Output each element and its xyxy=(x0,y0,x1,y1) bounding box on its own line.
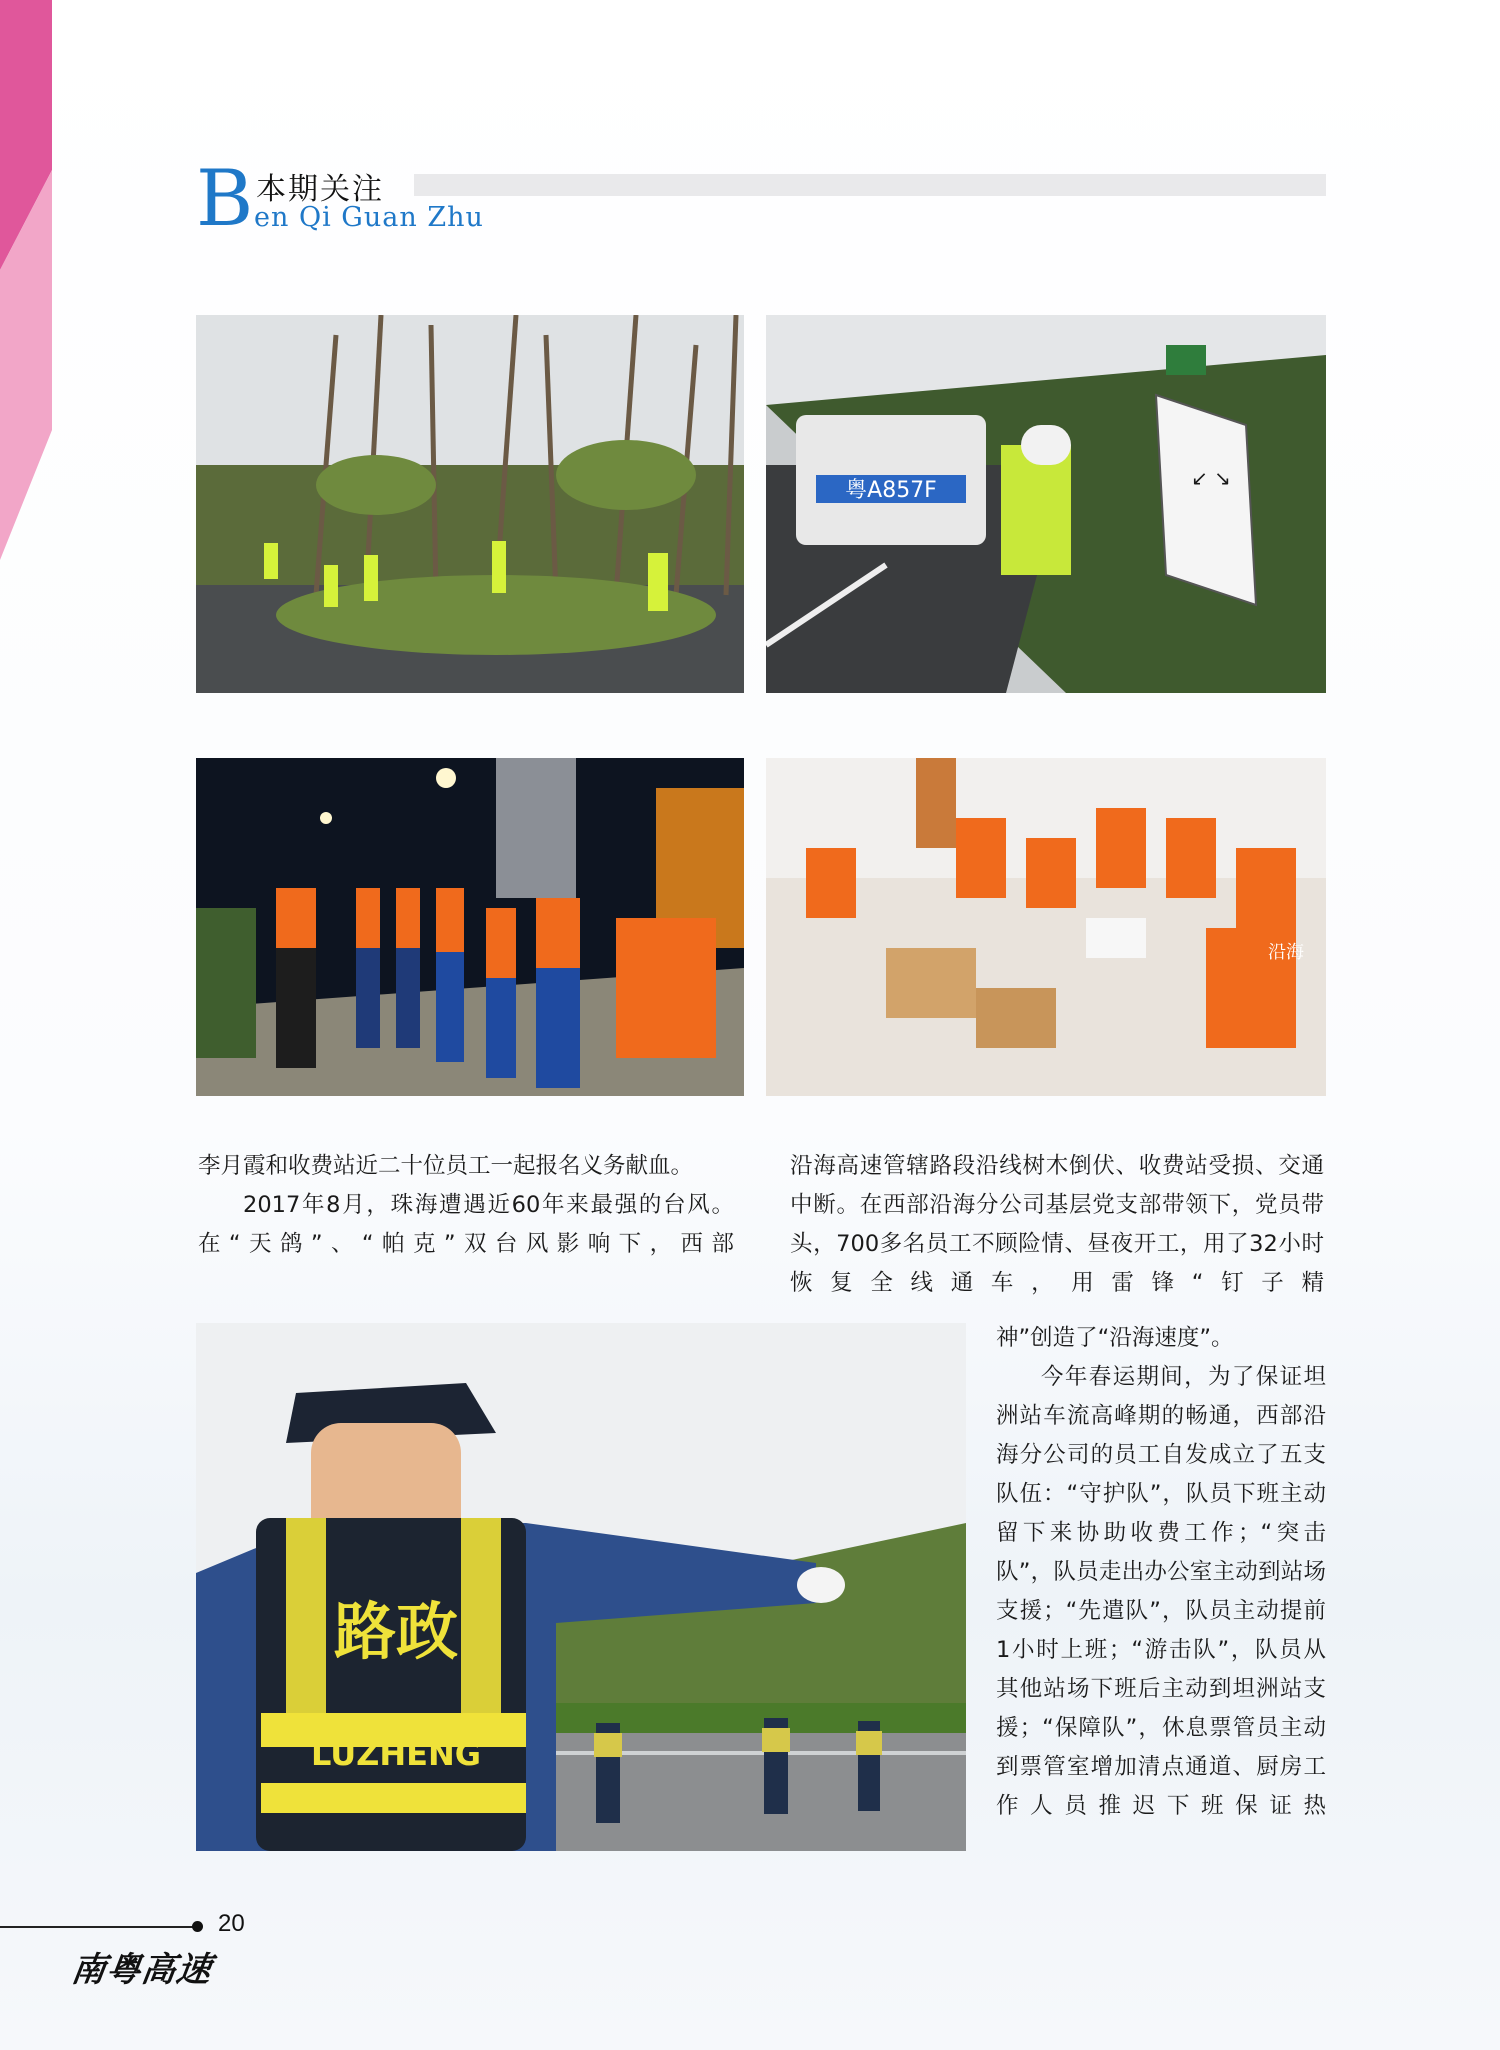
photo-staff-sorting xyxy=(766,758,1326,1096)
header-bar xyxy=(414,174,1326,196)
vest-title-cn: 路政 xyxy=(333,1595,459,1668)
photo-tree-cleanup xyxy=(196,315,744,693)
header-title-cn: 本期关注 xyxy=(256,172,384,207)
vest-print: 沿海 xyxy=(1268,942,1304,963)
page-number: 20 xyxy=(218,1910,245,1937)
header-title-en: en Qi Guan Zhu xyxy=(254,202,484,233)
footer-rule xyxy=(0,1926,200,1928)
header-initial: B xyxy=(196,154,254,244)
article-paragraph: 2017年8月，珠海遭遇近60年来最强的台风。在“天鸽”、“帕克”双台风影响下，西部 xyxy=(198,1192,734,1257)
vest-title-en: LUZHENG xyxy=(310,1735,482,1773)
decorative-ribbon xyxy=(0,0,52,560)
license-plate: 粤A857F xyxy=(845,478,937,503)
photo-staff-lineup xyxy=(196,758,744,1096)
article-paragraph: 神”创造了“沿海速度”。 xyxy=(996,1325,1234,1351)
article-paragraph: 李月霞和收费站近二十位员工一起报名义务献血。 xyxy=(198,1153,694,1179)
section-header xyxy=(196,154,1326,244)
article-column-side xyxy=(996,1319,1326,1826)
photo-highway-patrol xyxy=(766,315,1326,693)
article-paragraph: 沿海高速管辖路段沿线树木倒伏、收费站受损、交通中断。在西部沿海分公司基层党支部带领下，党员带头，700多名员工不顾险情、昼夜开工，用了32小时恢复全线通车，用雷锋“钉子精 xyxy=(790,1153,1324,1296)
photo-traffic-officer xyxy=(196,1323,966,1851)
footer-dot xyxy=(192,1921,203,1932)
article-column-right xyxy=(790,1147,1324,1303)
brand-logo: 南粤高速 xyxy=(68,1950,215,1990)
road-sign-text: ↙ ↘ xyxy=(1191,466,1231,490)
article-paragraph: 今年春运期间，为了保证坦洲站车流高峰期的畅通，西部沿海分公司的员工自发成立了五支队伍：“守护队”，队员下班主动留下来协助收费工作；“突击队”，队员走出办公室主动到站场支援；“先遣队”，队员主动提前1小时上班；“游击队”，队员从其他站场下班后主动到坦洲站支援；“保障队”，休息票管员主动到票管室增加清点通道、厨房工作人员推迟下班保证热 xyxy=(996,1364,1326,1819)
article-column-left xyxy=(198,1147,734,1264)
